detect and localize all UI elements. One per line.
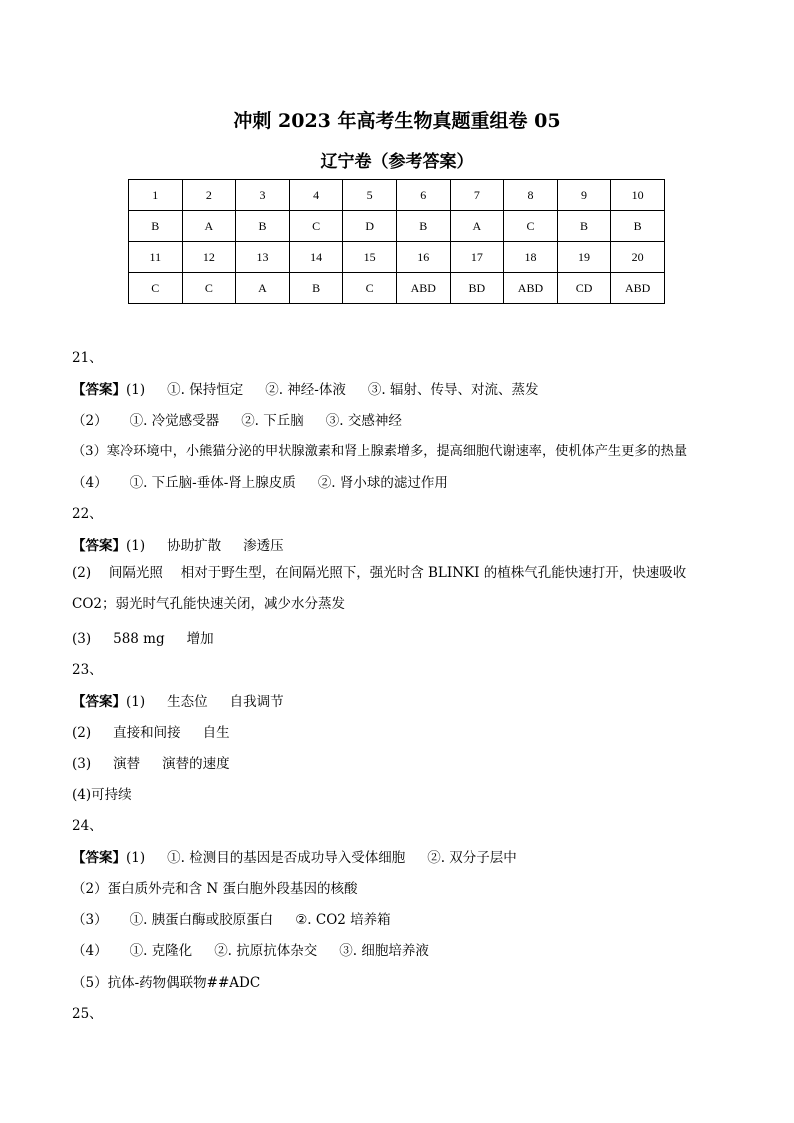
page-title: 冲刺 2023 年高考生物真题重组卷 05	[233, 110, 561, 132]
q23-line-2	[72, 721, 230, 741]
answer-table-cell: C	[289, 211, 343, 242]
q22-l3-part: (3)	[72, 631, 92, 647]
answer-table-cell: 17	[450, 242, 504, 273]
answer-table-cell: B	[557, 211, 611, 242]
q24-line-4	[72, 939, 429, 959]
answer-table-cell: 14	[289, 242, 343, 273]
q21-l2-part: （2）	[72, 413, 108, 429]
q21-line-1	[72, 378, 538, 398]
answer-table-cell: 1	[129, 180, 183, 211]
answer-table-cell: 11	[129, 242, 183, 273]
q24-l4-part: ③. 细胞培养液	[339, 943, 429, 959]
answer-table-cell: 3	[236, 180, 290, 211]
q21-l4-part: （4）	[72, 475, 108, 491]
q24-line-5: （5）抗体-药物偶联物##ADC	[72, 975, 261, 991]
answer-table-row	[129, 242, 665, 273]
answer-table-cell: 6	[396, 180, 450, 211]
q21-number: 21、	[72, 350, 103, 366]
answer-table-cell: B	[289, 273, 343, 304]
answer-table-cell: 8	[504, 180, 558, 211]
q23-l3-part: 演替的速度	[162, 756, 230, 772]
answer-table-cell: ABD	[611, 273, 665, 304]
q24-line-3	[72, 908, 391, 928]
answer-table-cell: 13	[236, 242, 290, 273]
q22-line-3	[72, 627, 214, 647]
q23-l3-part: (3)	[72, 756, 92, 772]
q23-l1-part: 自我调节	[229, 694, 284, 710]
q24-l1-part: ②. 双分子层中	[427, 850, 517, 866]
page-subtitle: 辽宁卷（参考答案）	[320, 152, 474, 172]
answer-tag: 【答案】	[72, 850, 126, 866]
answer-table-cell: ABD	[504, 273, 558, 304]
q23-number: 23、	[72, 662, 103, 678]
answer-table-row	[129, 273, 665, 304]
q22-line-1	[72, 534, 284, 554]
q24-l4-part: ②. 抗原抗体杂交	[214, 943, 318, 959]
q22-line-2: (2) 间隔光照 相对于野生型，在间隔光照下，强光时含 BLINKI 的植株气孔能快速打开，快速吸收 CO2；弱光时气孔能快速关闭，减少水分蒸发	[72, 565, 687, 612]
answer-table-cell: A	[182, 211, 236, 242]
answer-table-cell: 12	[182, 242, 236, 273]
answer-table-cell: 5	[343, 180, 397, 211]
answer-table-cell: 10	[611, 180, 665, 211]
q24-line-2: （2）蛋白质外壳和含 N 蛋白胞外段基因的核酸	[72, 881, 358, 897]
q22-l3-part: 增加	[186, 631, 214, 647]
q24-l3-part: ①. 胰蛋白酶或胶原蛋白	[129, 912, 274, 928]
q24-line-1	[72, 846, 517, 866]
q21-l1-part: (1)	[126, 382, 146, 398]
answer-table-cell: B	[236, 211, 290, 242]
q21-l1-part: ①. 保持恒定	[167, 382, 244, 398]
q23-l2-part: 自生	[202, 725, 230, 741]
answer-table-cell: 18	[504, 242, 558, 273]
q24-l1-part: (1)	[126, 850, 146, 866]
answer-table-cell: 4	[289, 180, 343, 211]
answer-table	[128, 179, 665, 304]
answer-table-cell: C	[129, 273, 183, 304]
q23-line-1	[72, 690, 284, 710]
answer-table-cell: D	[343, 211, 397, 242]
q21-l4-part: ②. 肾小球的滤过作用	[317, 475, 448, 491]
q21-l4-part: ①. 下丘脑-垂体-肾上腺皮质	[129, 475, 296, 491]
q23-l2-part: (2)	[72, 725, 92, 741]
q24-l1-part: ①. 检测目的基因是否成功导入受体细胞	[167, 850, 406, 866]
answer-table-cell: CD	[557, 273, 611, 304]
q22-number: 22、	[72, 506, 103, 522]
q21-line-2	[72, 409, 402, 429]
answer-table-cell: 2	[182, 180, 236, 211]
answer-tag: 【答案】	[72, 538, 126, 554]
answer-tag: 【答案】	[72, 382, 126, 398]
answer-table-cell: 20	[611, 242, 665, 273]
q21-l2-part: ②. 下丘脑	[241, 413, 304, 429]
answer-table-cell: 15	[343, 242, 397, 273]
answer-table-cell: 9	[557, 180, 611, 211]
answer-table-cell: 19	[557, 242, 611, 273]
answer-table-cell: B	[396, 211, 450, 242]
answer-table-cell: B	[611, 211, 665, 242]
q24-l3-part: （3）	[72, 912, 108, 928]
answer-table-cell: A	[236, 273, 290, 304]
q24-l4-part: ①. 克隆化	[129, 943, 193, 959]
q21-l1-part: ③. 辐射、传导、对流、蒸发	[367, 382, 539, 398]
q22-l3-part: 588 mg	[113, 631, 165, 647]
answer-table-row	[129, 180, 665, 211]
q23-l3-part: 演替	[113, 756, 141, 772]
q22-l1-part: 渗透压	[243, 538, 284, 554]
q24-l4-part: （4）	[72, 943, 108, 959]
q21-l2-part: ③. 交感神经	[325, 413, 402, 429]
q23-l2-part: 直接和间接	[113, 725, 181, 741]
answer-table-cell: ABD	[396, 273, 450, 304]
q24-l3-part: ②. CO2 培养箱	[295, 912, 391, 928]
q22-l1-part: (1)	[126, 538, 146, 554]
q21-line-3: （3）寒冷环境中，小熊猫分泌的甲状腺激素和肾上腺素增多，提高细胞代谢速率，使机体产生更多的热量	[72, 444, 688, 459]
q21-line-4	[72, 471, 448, 491]
q23-line-4: (4)可持续	[72, 787, 132, 803]
answer-table-cell: A	[450, 211, 504, 242]
answer-table-row	[129, 211, 665, 242]
q24-number: 24、	[72, 818, 103, 834]
answer-table-cell: C	[182, 273, 236, 304]
answer-table-cell: BD	[450, 273, 504, 304]
answer-tag: 【答案】	[72, 694, 126, 710]
q25-number: 25、	[72, 1006, 103, 1022]
q21-l1-part: ②. 神经-体液	[265, 382, 346, 398]
answer-table-cell: C	[504, 211, 558, 242]
q23-l1-part: 生态位	[167, 694, 208, 710]
answer-table-cell: C	[343, 273, 397, 304]
q22-l1-part: 协助扩散	[167, 538, 222, 554]
q21-l2-part: ①. 冷觉感受器	[129, 413, 220, 429]
answer-table-cell: B	[129, 211, 183, 242]
q23-line-3	[72, 752, 230, 772]
answer-table-cell: 7	[450, 180, 504, 211]
q23-l1-part: (1)	[126, 694, 146, 710]
answer-table-cell: 16	[396, 242, 450, 273]
